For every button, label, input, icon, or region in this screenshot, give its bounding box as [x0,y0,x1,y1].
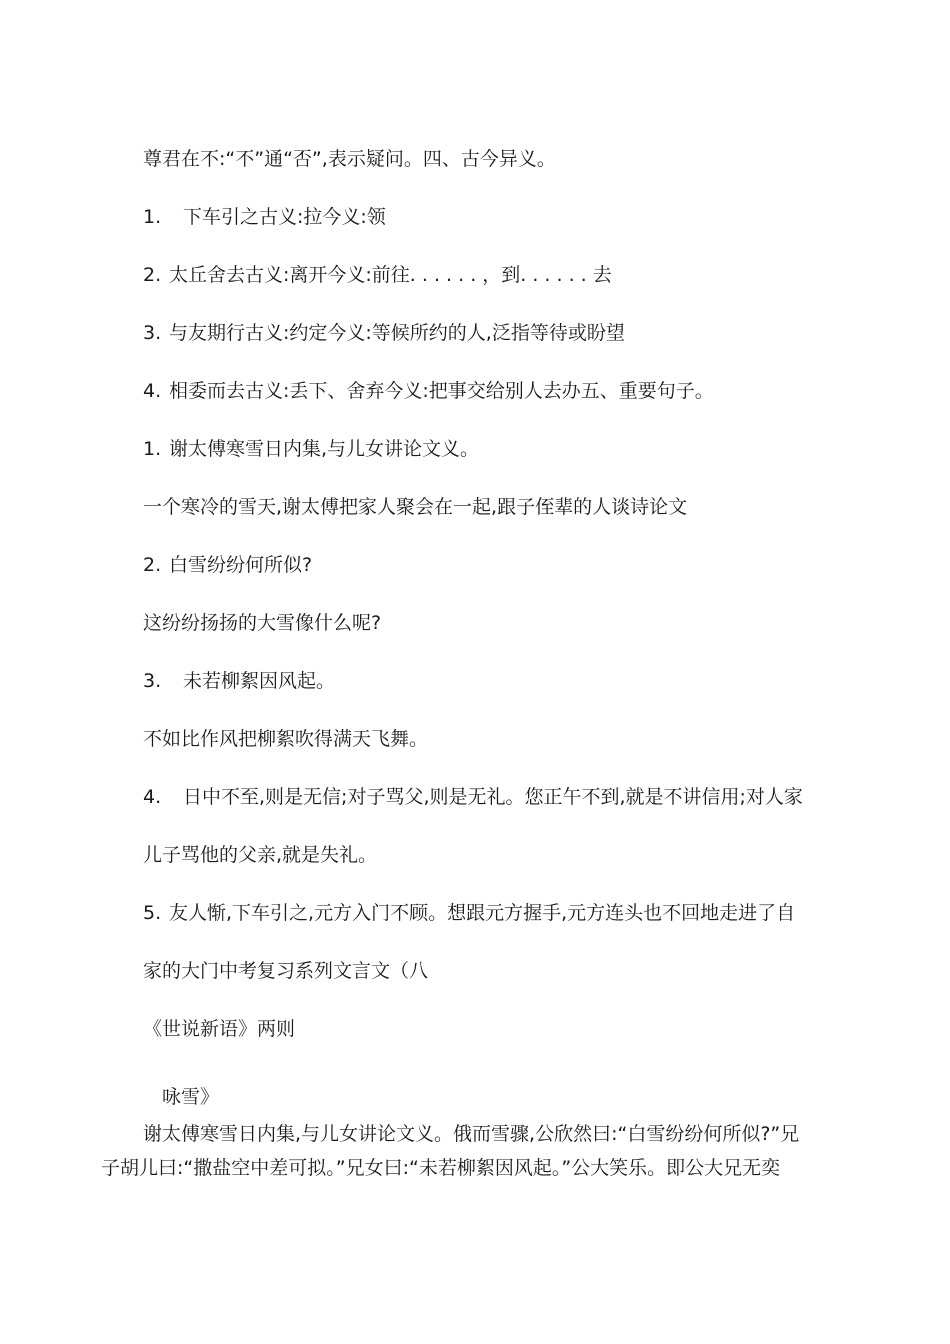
paragraph-line [143,1122,799,1146]
paragraph-line [143,611,381,635]
line-text: 谢太傅寒雪日内集,与儿女讲论文义。 [169,438,480,460]
paragraph-line [143,727,428,751]
line-text: 一个寒冷的雪天,谢太傅把家人聚会在一起,跟子侄辈的人谈诗论文 [143,496,688,518]
line-text: 咏雪》 [162,1086,220,1108]
list-number: 2. [143,554,162,576]
line-text: 下车引之古义:拉今义:领 [183,206,386,228]
numbered-line [143,321,625,345]
paragraph-line [101,1156,780,1180]
numbered-line [143,379,714,403]
line-text: 家的大门中考复习系列文言文（八 [143,960,429,982]
section-title-line [162,1085,219,1109]
list-number: 3. [143,670,162,692]
numbered-line [143,901,795,925]
line-text: 尊君在不:“不”通“否”,表示疑问。四、古今异义。 [143,148,556,170]
list-number: 1. [143,206,162,228]
line-text: 《世说新语》两则 [143,1018,296,1040]
list-number: 5. [143,902,162,924]
numbered-line [143,785,803,809]
line-text: 子胡儿曰:“撒盐空中差可拟。”兄女曰:“未若柳絮因风起。”公大笑乐。即公大兄无奕 [101,1157,781,1179]
list-number: 1. [143,438,162,460]
line-text: 太丘舍去古义:离开今义:前往. . . . . . ，到. . . . . . 去 [169,264,612,286]
numbered-line [143,669,335,693]
line-text: 不如比作风把柳絮吹得满天飞舞。 [143,728,429,750]
list-number: 2. [143,264,162,286]
line-text: 儿子骂他的父亲,就是失礼。 [143,844,378,866]
list-number: 4. [143,380,162,402]
numbered-line [143,263,612,287]
list-number: 4. [143,786,162,808]
line-text: 未若柳絮因风起。 [183,670,336,692]
line-text: 谢太傅寒雪日内集,与儿女讲论文义。俄而雪骤,公欣然曰:“白雪纷纷何所似?”兄 [143,1123,800,1145]
line-text: 与友期行古义:约定今义:等候所约的人,泛指等待或盼望 [169,322,625,344]
numbered-line [143,437,479,461]
line-text: 日中不至,则是无信;对子骂父,则是无礼。您正午不到,就是不讲信用;对人家 [183,786,803,808]
book-title-line [143,1017,295,1041]
paragraph-line [143,959,428,983]
numbered-line [143,553,312,577]
line-text: 相委而去古义:丢下、舍弃今义:把事交给别人去办五、重要句子。 [169,380,714,402]
line-text: 白雪纷纷何所似? [169,554,313,576]
line-text: 友人惭,下车引之,元方入门不顾。想跟元方握手,元方连头也不回地走进了自 [169,902,796,924]
paragraph-line [143,495,687,519]
line-text: 这纷纷扬扬的大雪像什么呢? [143,612,382,634]
list-number: 3. [143,322,162,344]
numbered-line [143,205,386,229]
paragraph-line [143,843,377,867]
paragraph-line [143,147,556,171]
